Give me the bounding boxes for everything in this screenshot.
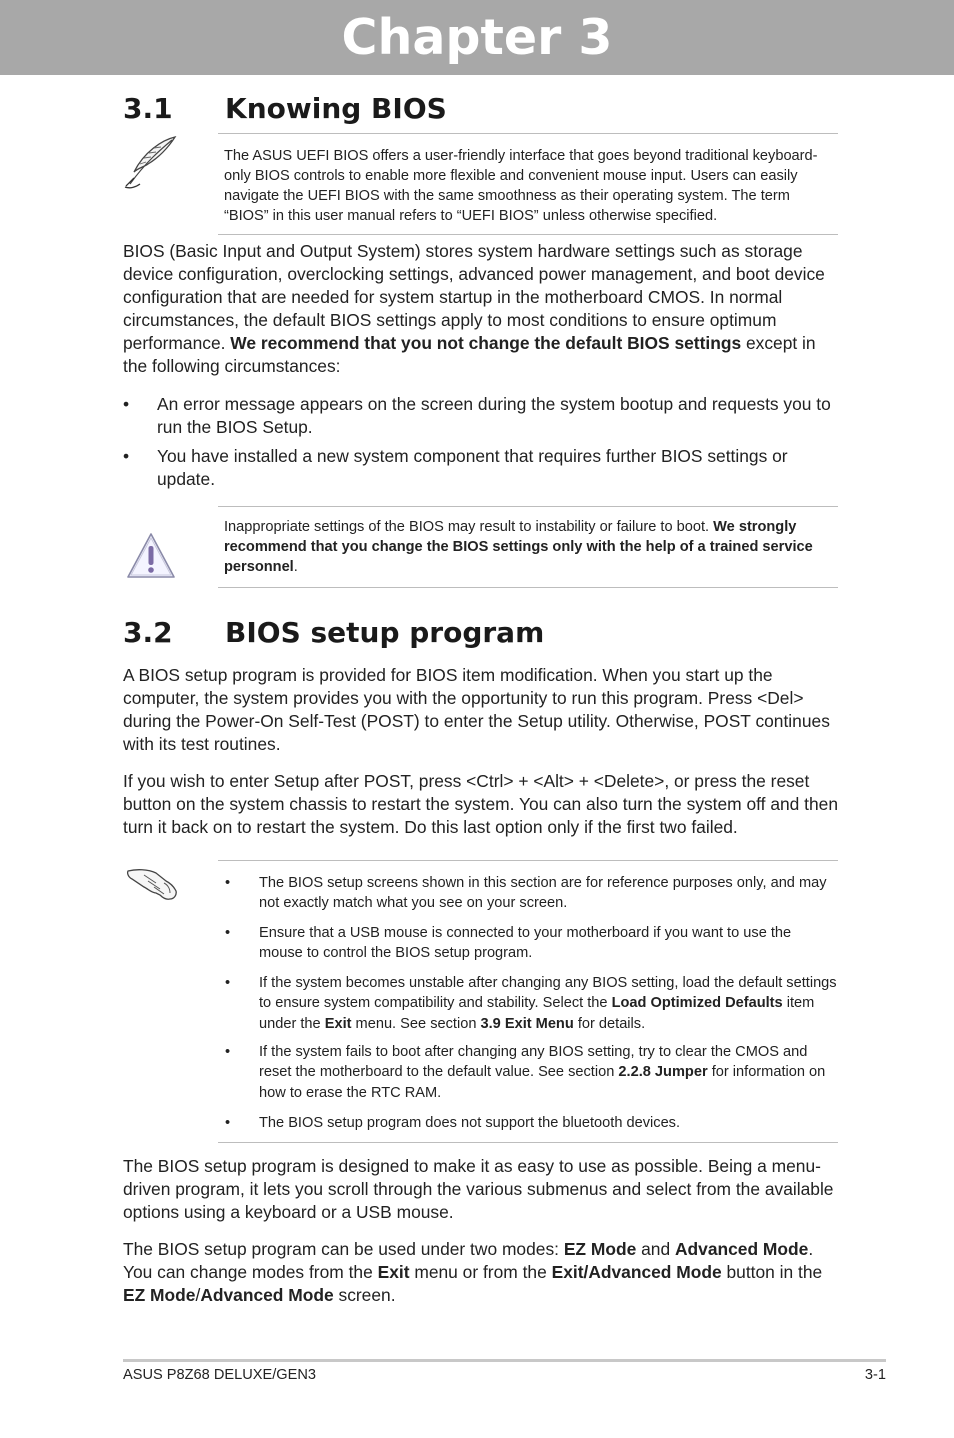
text-run: BIOS (Basic Input and Output System) stores system hardware settings such as storage device configuration, overclocking settings, advanced power management, and boot device configuration that are needed for system startup in the motherboard CMOS. In normal circumstances, the default BIOS settings apply to most conditions to ensure optimum performance. (123, 241, 825, 353)
footer-page-number: 3-1 (864, 1367, 886, 1383)
note-text: The ASUS UEFI BIOS offers a user-friendly interface that goes beyond traditional keyboard-only BIOS controls to enable more flexible and convenient mouse input. Users can easily navigate the UEFI BIOS with the same smoothness as their operating system. The term “BIOS” in this user manual refers to “UEFI BIOS” unless otherwise specified. (224, 148, 818, 224)
text-run: menu or from the (409, 1262, 552, 1282)
text-run: item under the (259, 995, 815, 1032)
section-number: 3.1 (123, 92, 173, 125)
list-item-text: An error message appears on the screen during the system bootup and requests you to run the BIOS Setup. (157, 394, 831, 437)
list-item-text (259, 973, 838, 1034)
bold-text-run: 2.2.8 Jumper (618, 1064, 708, 1081)
paragraph-setup-intro: A BIOS setup program is provided for BIOS item modification. When you start up the computer, the system provides you with the opportunity to run this program. Press <Del> during the Power-On Self-Test (POST) to enter the Setup utility. Otherwise, POST continues with its test routines. (123, 665, 830, 754)
bold-text-run: EZ Mode (563, 1239, 637, 1259)
text-run: screen. (333, 1285, 396, 1305)
bullet-marker: • (225, 1044, 231, 1060)
bold-text-run: EZ Mode (123, 1285, 196, 1305)
paragraph-bios-intro (123, 240, 838, 378)
bold-text-run: Advanced Mode (674, 1239, 809, 1259)
paragraph-menu-driven: The BIOS setup program is designed to make it as easy to use as possible. Being a menu-driven program, it lets you scroll through the various submenus and select from the available options using a keyboard or a USB mouse. (123, 1156, 834, 1222)
section-number: 3.2 (123, 616, 173, 649)
text-run: for information on how to erase the RTC RAM. (259, 1064, 826, 1101)
note-box-setup (218, 860, 838, 1143)
bold-text-run: We recommend that you not change the default BIOS settings (230, 333, 742, 353)
text-run: If the system fails to boot after changing any BIOS setting, try to clear the CMOS and reset the motherboard to the default value. See section (259, 1044, 808, 1081)
footer-product-name: ASUS P8Z68 DELUXE/GEN3 (123, 1367, 317, 1383)
pointing-hand-icon (126, 863, 180, 903)
list-item-text: Ensure that a USB mouse is connected to your motherboard if you want to use the mouse to control the BIOS setup program. (259, 925, 792, 962)
text-run: button in the (721, 1262, 823, 1282)
text-run: except in the following circumstances: (123, 333, 816, 376)
section-title: BIOS setup program (225, 616, 545, 649)
text-run: and (636, 1239, 675, 1259)
bold-text-run: Exit (377, 1262, 410, 1282)
footer-divider (123, 1359, 886, 1362)
section-heading-3-2 (123, 616, 544, 650)
chapter-title: Chapter 3 (341, 9, 613, 66)
text-run: for details. (573, 1015, 646, 1032)
caution-box (218, 506, 838, 588)
list-item-text: The BIOS setup screens shown in this section are for reference purposes only, and may not exactly match what you see on your screen. (259, 875, 827, 912)
text-run: menu. See section (351, 1015, 481, 1032)
bold-text-run: 3.9 Exit Menu (480, 1015, 574, 1032)
section-title: Knowing BIOS (225, 92, 447, 125)
text-run: Inappropriate settings of the BIOS may result to instability or failure to boot. (224, 519, 714, 535)
bullet-marker: • (123, 394, 130, 414)
bold-text-run: Advanced Mode (200, 1285, 334, 1305)
text-run: . (293, 559, 298, 575)
bullet-marker: • (225, 925, 231, 941)
caution-text (224, 517, 838, 577)
chapter-banner (0, 0, 954, 75)
bold-text-run: Load Optimized Defaults (611, 995, 783, 1012)
warning-triangle-icon (125, 531, 177, 581)
text-run: . You can change modes from the (123, 1239, 814, 1282)
list-item-text (259, 1042, 838, 1103)
note-box-uefi (218, 133, 838, 235)
bullet-marker: • (225, 975, 231, 991)
text-run: If the system becomes unstable after changing any BIOS setting, load the default settings to ensure system compatibility and stability. Select the (259, 975, 837, 1012)
bold-text-run: Exit (324, 1015, 352, 1032)
bullet-marker: • (123, 446, 130, 466)
feather-pen-icon (122, 134, 180, 190)
bullet-marker: • (225, 875, 231, 891)
bullet-marker: • (225, 1115, 231, 1131)
paragraph-post-restart: If you wish to enter Setup after POST, press <Ctrl> + <Alt> + <Delete>, or press the reset button on the system chassis to restart the system. You can also turn the system off and then turn it back on to restart the system. Do this last option only if the first two failed. (123, 771, 839, 837)
text-run: The BIOS setup program can be used under two modes: (123, 1239, 564, 1259)
text-run: / (195, 1285, 201, 1305)
bold-text-run: We strongly recommend that you change the BIOS settings only with the help of a trained service personnel (224, 519, 813, 575)
list-item-text: The BIOS setup program does not support the bluetooth devices. (259, 1115, 681, 1131)
bold-text-run: Exit/Advanced Mode (551, 1262, 722, 1282)
list-item-text: You have installed a new system component that requires further BIOS settings or update. (157, 446, 788, 489)
paragraph-two-modes (123, 1238, 838, 1307)
section-heading-3-1 (123, 92, 447, 126)
